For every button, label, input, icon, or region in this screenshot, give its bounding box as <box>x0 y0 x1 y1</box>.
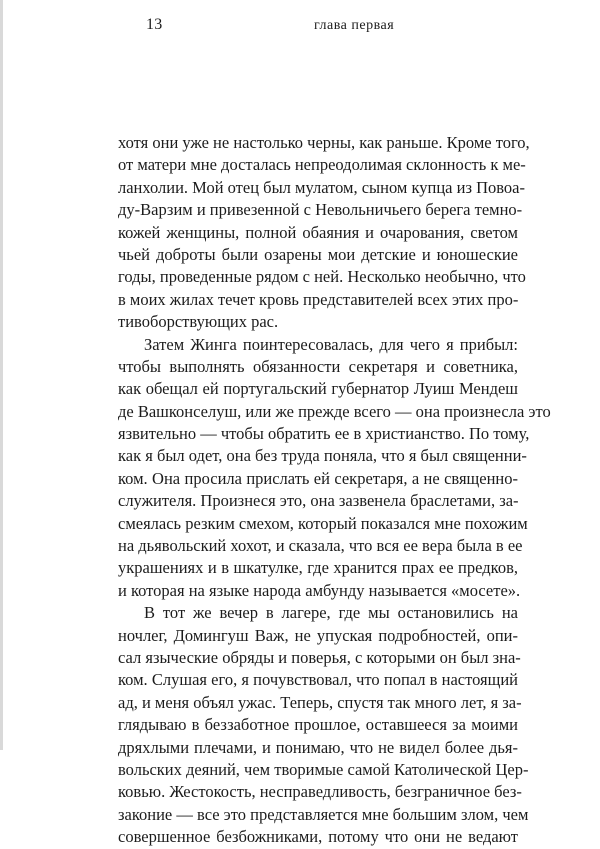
text-line: дряхлыми плечами, и понимаю, что не видел более дья- <box>118 737 518 757</box>
text-line: ду-Варзим и привезенной с Невольничьего берега темно- <box>118 200 523 220</box>
text-line: и которая на языке народа амбунду называется «мосете». <box>118 580 521 600</box>
text-line: ланхолии. Мой отец был мулатом, сыном купца из Повоа- <box>118 177 525 197</box>
page-number: 13 <box>146 16 163 33</box>
text-line: на дьявольский хохот, и сказала, что вся ее вера была в ее <box>118 536 523 556</box>
text-line: служителя. Произнеся это, она зазвенела браслетами, за- <box>118 491 519 511</box>
body-text <box>118 132 551 849</box>
text-line: в моих жилах течет кровь представителей всех этих про- <box>118 289 519 309</box>
text-line: ковью. Жестокость, несправедливость, безграничное без- <box>118 782 522 802</box>
text-line: де Вашконселуш, или же прежде всего — она произнесла это <box>118 401 551 421</box>
text-line: от матери мне досталась непреодолимая склонность к ме- <box>118 155 526 175</box>
text-line: глядываю в беззаботное прошлое, оставшееся за моими <box>118 715 518 735</box>
text-line: ночлег, Домингуш Важ, не упуская подробностей, опи- <box>118 625 518 645</box>
chapter-title: глава первая <box>314 18 395 33</box>
text-line: Затем Жинга поинтересовалась, для чего я прибыл: <box>144 334 518 354</box>
text-line: В тот же вечер в лагере, где мы остановились на <box>144 603 518 623</box>
running-head <box>0 16 600 40</box>
text-line: как я был одет, она без труда поняла, что я был священни- <box>118 446 527 466</box>
text-line: чьей доброты были озарены мои детские и юношеские <box>118 244 518 264</box>
text-line: хотя они уже не настолько черны, как раньше. Кроме того, <box>118 133 530 152</box>
text-line: ком. Она просила прислать ей секретаря, а не священно- <box>118 468 518 488</box>
text-line: тивоборствующих рас. <box>118 312 279 332</box>
text-line: чтобы выполнять обязанности секретаря и советника, <box>118 356 518 376</box>
text-line: годы, проведенные рядом с ней. Несколько необычно, что <box>118 267 526 287</box>
text-line: вольских деяний, чем творимые самой Католической Цер- <box>118 759 529 779</box>
text-line: ад, и меня объял ужас. Теперь, спустя так много лет, я за- <box>118 692 522 712</box>
text-line: язвительно — чтобы обратить ее в христианство. По тому, <box>118 424 530 444</box>
text-line: совершенное безбожниками, потому что они не ведают <box>118 827 518 847</box>
text-line: ком. Слушая его, я почувствовал, что попал в настоящий <box>118 670 518 690</box>
text-line: украшениях и в шкатулке, где хранится прах ее предков, <box>118 558 518 578</box>
text-line: сал языческие обряды и поверья, с которыми он был зна- <box>118 647 521 667</box>
page-edge-shadow <box>0 0 3 750</box>
text-line: кожей женщины, полной обаяния и очарования, светом <box>118 222 518 242</box>
text-line: законие — все это представляется мне большим злом, чем <box>118 804 529 824</box>
text-line: как обещал ей португальский губернатор Луиш Мендеш <box>118 379 518 399</box>
text-line: смеялась резким смехом, который показался мне похожим <box>118 513 528 533</box>
